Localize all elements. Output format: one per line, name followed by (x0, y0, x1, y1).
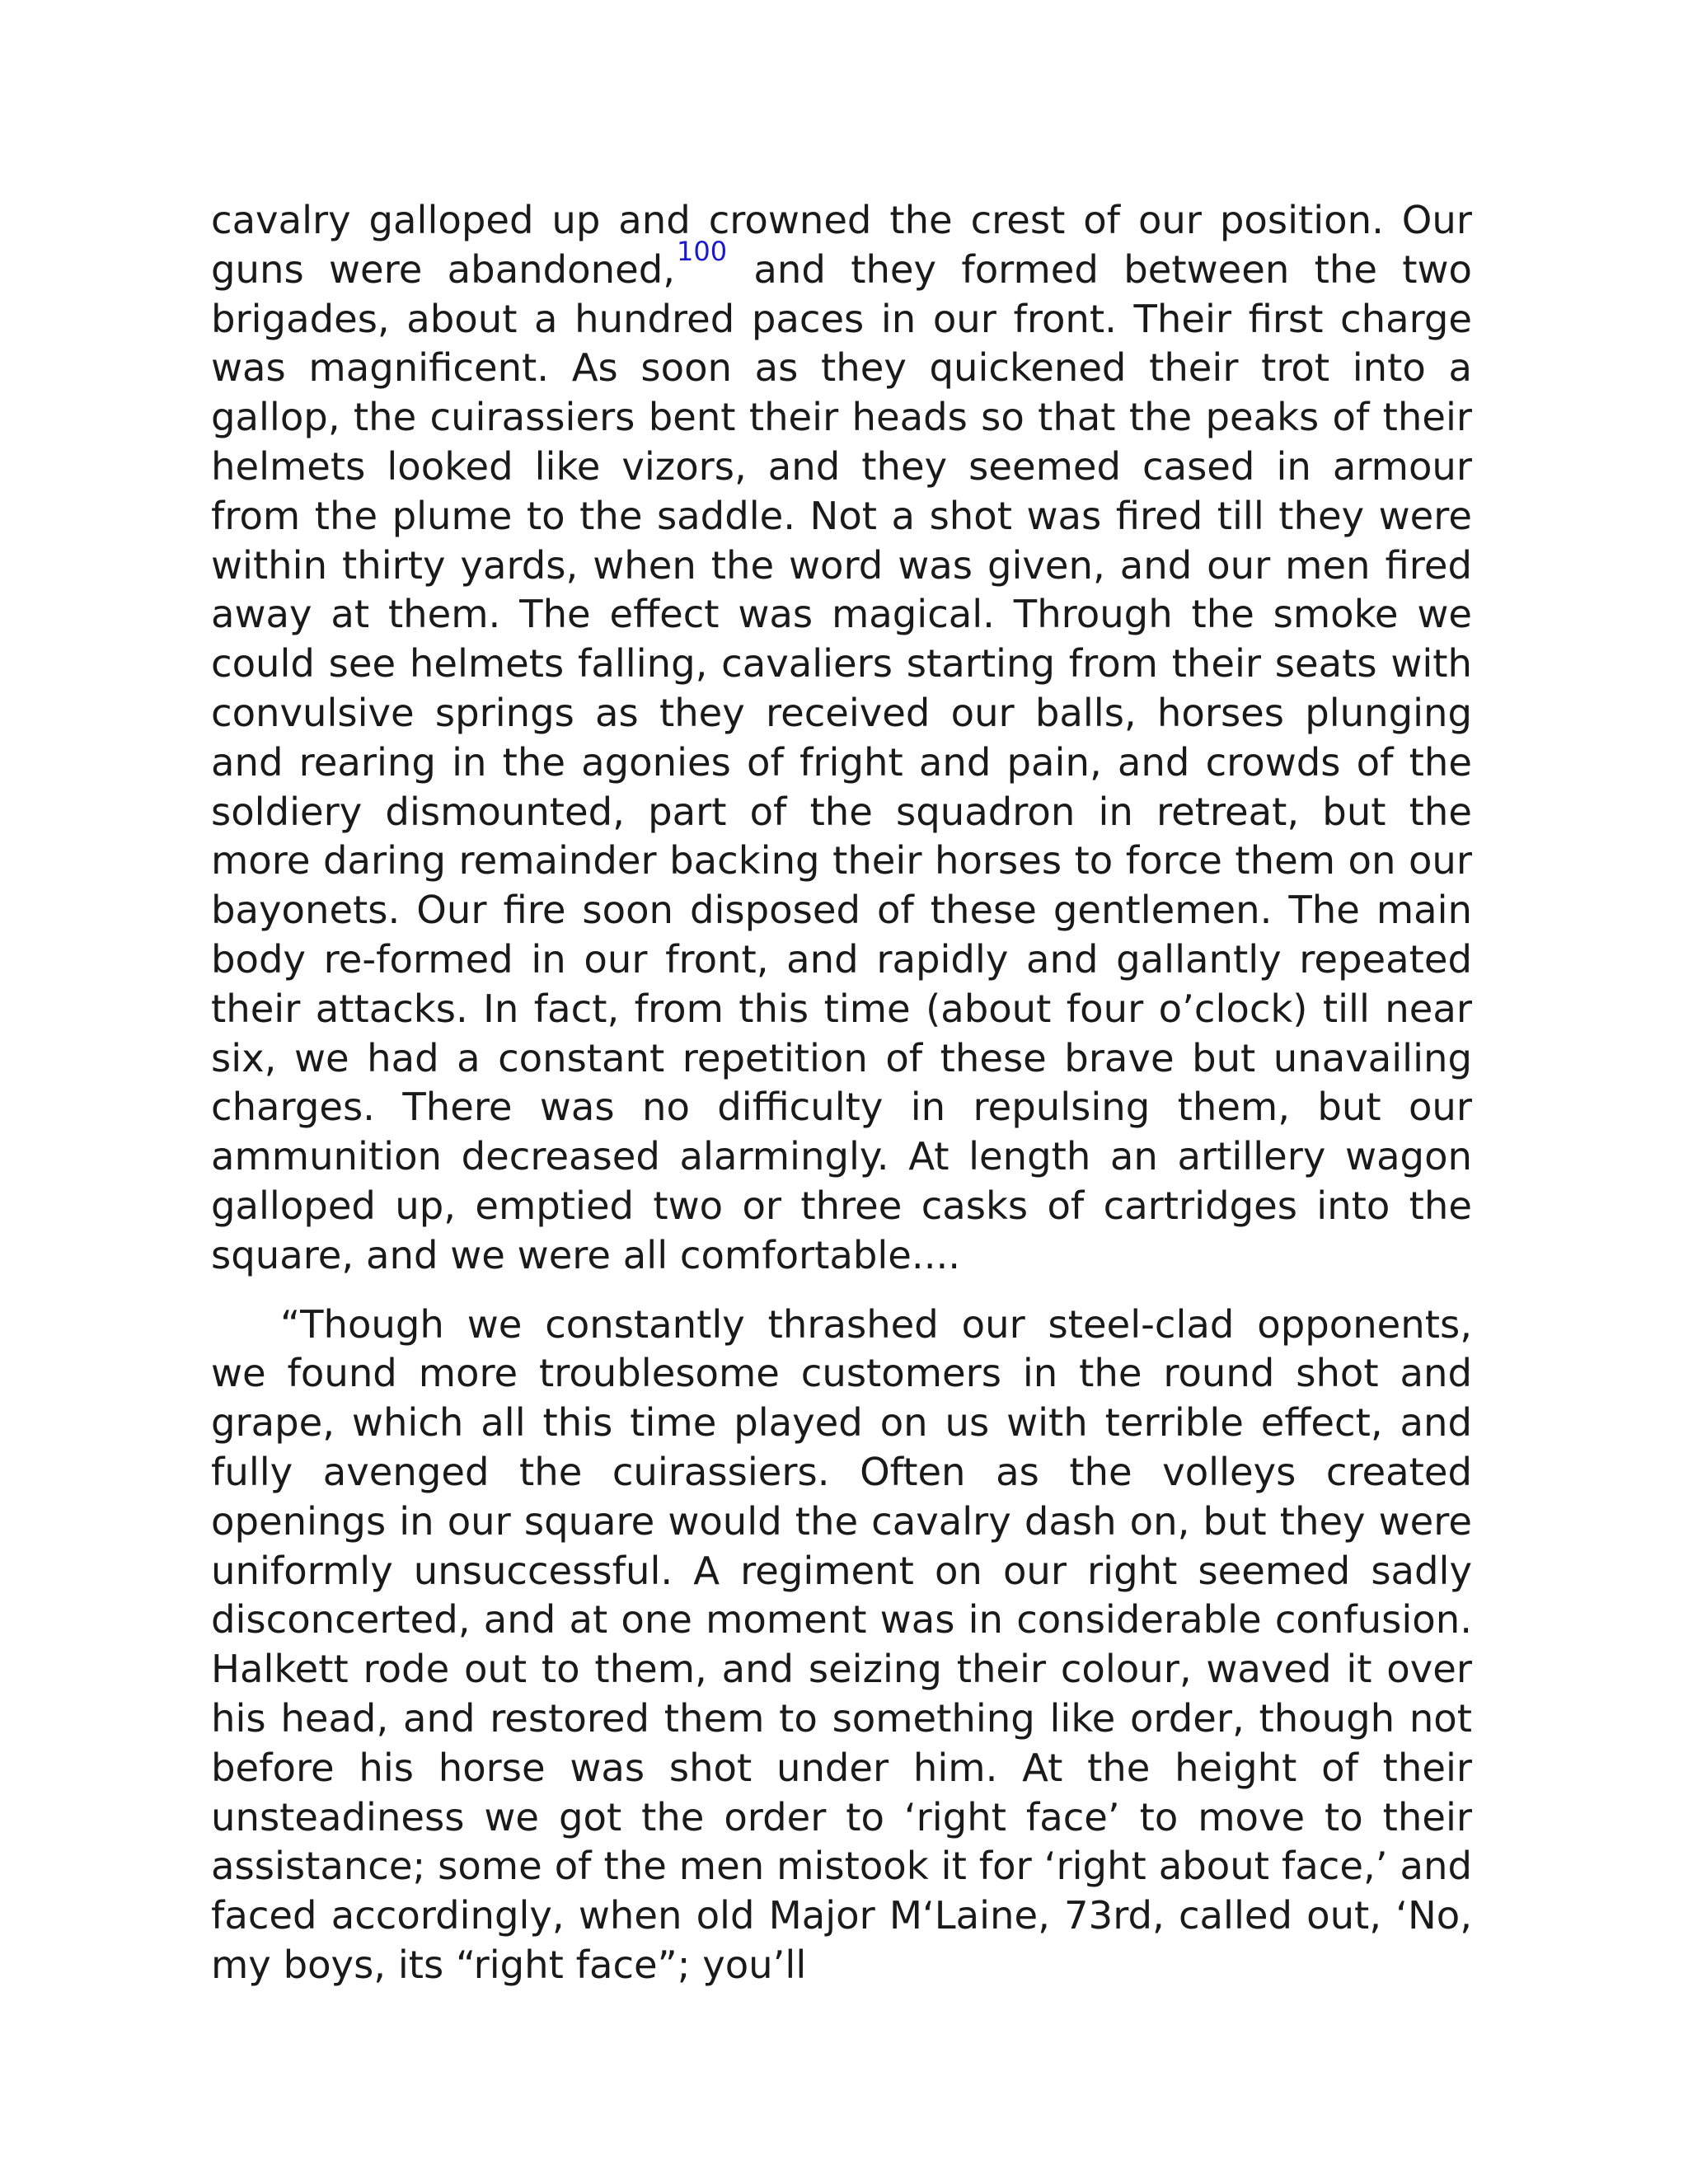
paragraph-1 (211, 196, 1472, 1281)
page-text (211, 196, 1472, 1990)
paragraph-1-text-start: cavalry galloped up and crowned the crest of our position. Our guns were abandoned, (211, 198, 1472, 292)
paragraph-2: “Though we constantly thrashed our steel-clad opponents, we found more troublesome customers in the round shot and grape, which all this time played on us with terrible effect, and fully avenged the cuirassiers. Often as the volleys created openings in our square would the cavalry dash on, but they were uniformly unsuccessful. A regiment on our right seemed sadly disconcerted, and at one moment was in considerable confusion. Halkett rode out to them, and seizing their colour, waved it over his head, and restored them to something like order, though not before his horse was shot under him. At the height of their unsteadiness we got the order to ‘right face’ to move to their assistance; some of the men mistook it for ‘right about face,’ and faced accordingly, when old Major M‘Laine, 73rd, called out, ‘No, my boys, its “right face”; you’ll (211, 1301, 1472, 1987)
paragraph-1-text-end: and they formed between the two brigades, about a hundred paces in our front. Their first charge was magnificent. As soon as they quickened their trot into a gallop, the cuirassiers bent their heads so that the peaks of their helmets looked like vizors, and they seemed cased in armour from the plume to the saddle. Not a shot was fired till they were within thirty yards, when the word was given, and our men fired away at them. The effect was magical. Through the smoke we could see helmets falling, cavaliers starting from their seats with convulsive springs as they received our balls, horses plunging and rearing in the agonies of fright and pain, and crowds of the soldiery dismounted, part of the squadron in retreat, but the more daring remainder backing their horses to force them on our bayonets. Our fire soon disposed of these gentlemen. The main body re-formed in our front, and rapidly and gallantly repeated their attacks. In fact, from this time (about four o’clock) till near six, we had a constant repetition of these brave but unavailing charges. There was no difficulty in repulsing them, but our ammunition decreased alarmingly. At length an artillery wagon galloped up, emptied two or three casks of cartridges into the square, and we were all comfortable.... (211, 246, 1472, 1277)
footnote-reference-link[interactable]: 100 (677, 235, 728, 267)
